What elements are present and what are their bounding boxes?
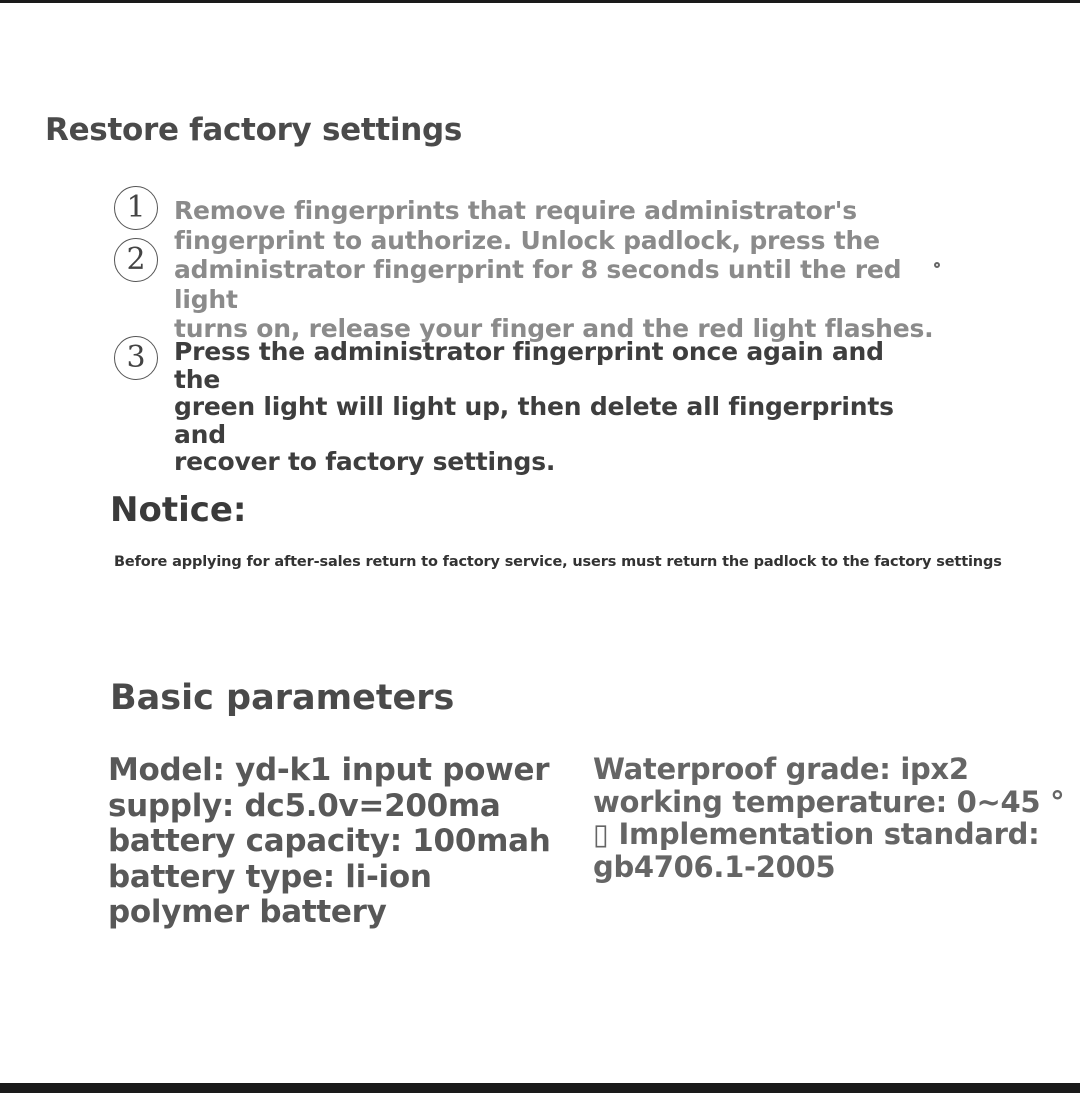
parameter-line: ▯ Implementation standard: [593, 817, 1040, 851]
step-line: recover to factory settings. [174, 447, 556, 476]
parameters-right-column [593, 753, 1063, 883]
parameter-line: battery capacity: 100mah [108, 823, 551, 859]
step-line: green light will light up, then delete all fingerprints and [174, 392, 894, 449]
step-1-2-text [174, 196, 934, 344]
parameters-left-column [108, 753, 558, 931]
step-line: fingerprint to authorize. Unlock padlock, press the [174, 225, 880, 255]
step-line: Press the administrator fingerprint once again and the [174, 337, 884, 394]
restore-title: Restore factory settings [45, 112, 463, 148]
parameter-line: Waterproof grade: ipx2 [593, 752, 969, 786]
parameters-title: Basic parameters [110, 678, 455, 718]
parameter-line: polymer battery [108, 894, 387, 930]
notice-text: Before applying for after-sales return to factory service, users must return the padlock to the factory settings [114, 554, 1002, 570]
step-3-marker: 3 [114, 336, 158, 380]
bottom-border [0, 1083, 1080, 1093]
parameter-line: gb4706.1-2005 [593, 849, 836, 884]
parameter-line: supply: dc5.0v=200ma [108, 787, 501, 824]
step-line: Remove fingerprints that require administrator's [174, 196, 857, 225]
parameter-line: battery type: li-ion [108, 858, 432, 895]
step-line: administrator fingerprint for 8 seconds until the red light [174, 255, 902, 314]
notice-title: Notice: [110, 490, 247, 530]
parameter-line: working temperature: 0~45 ° [593, 784, 1065, 819]
parameter-line: Model: yd-k1 input power [108, 752, 550, 788]
step-1-marker: 1 [114, 186, 158, 230]
step-line: turns on, release your finger and the red light flashes. [174, 314, 934, 343]
dot-mark [934, 262, 940, 268]
step-2-marker: 2 [114, 238, 158, 282]
step-3-text [174, 338, 934, 476]
top-border [0, 0, 1080, 3]
